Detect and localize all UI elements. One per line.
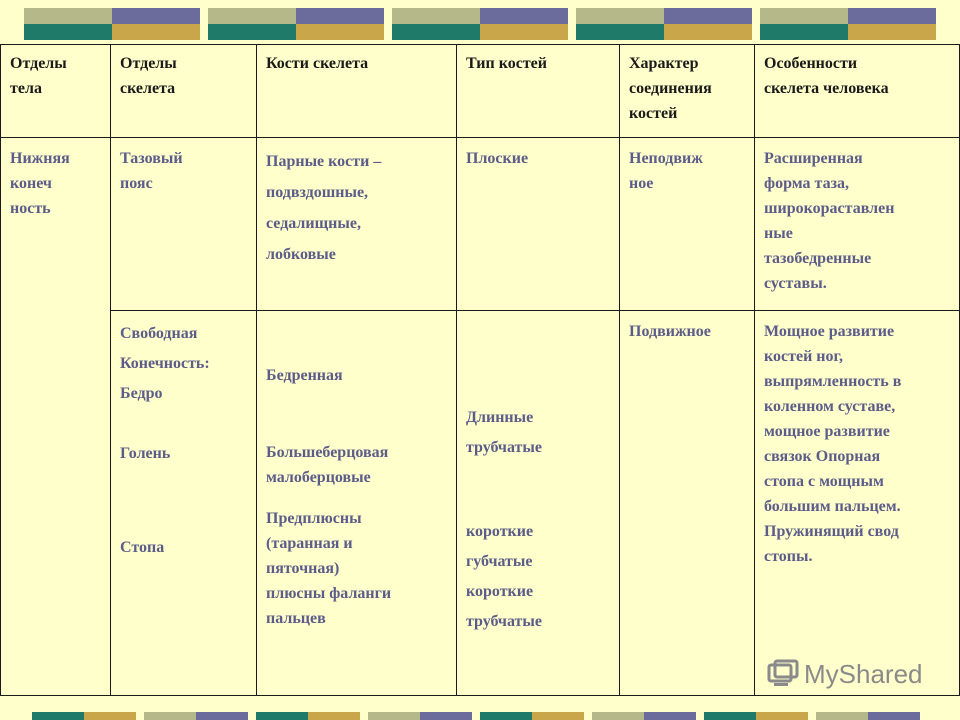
header-joint-type: Характер соединения костей xyxy=(620,45,755,138)
cell-pelvic-bone-type: Плоские xyxy=(457,138,620,311)
table-header-row xyxy=(1,45,960,138)
decor-block xyxy=(816,712,920,720)
decor-block xyxy=(480,712,584,720)
decor-block xyxy=(704,712,808,720)
cell-free-limb-bone-type xyxy=(457,311,620,696)
cell-pelvic-features: Расширенная форма таза, широкораставлен ные тазобедренные суставы. xyxy=(755,138,960,311)
myshared-watermark xyxy=(766,656,923,692)
cell-body-part: Нижняя конеч ность xyxy=(1,138,111,696)
thigh-label: Бедро xyxy=(120,385,163,402)
cell-free-limb-features: Мощное развитие костей ног, выпрямленность в коленном суставе, мощное развитие связок Опорная стопа с мощным большим пальцем. Пружинящий свод стопы. xyxy=(755,311,960,696)
skeleton-table xyxy=(0,44,960,696)
cell-pelvic-joint: Неподвиж ное xyxy=(620,138,755,311)
decor-block xyxy=(368,712,472,720)
decor-block xyxy=(208,8,384,40)
header-bone-type: Тип костей xyxy=(457,45,620,138)
decor-block xyxy=(760,8,936,40)
cell-free-limb-joint: Подвижное xyxy=(620,311,755,696)
decor-block xyxy=(256,712,360,720)
cell-free-limb-bones xyxy=(257,311,457,696)
foot-bones-label: Предплюсны (таранная и пяточная) плюсны фаланги пальцев xyxy=(266,510,392,627)
decorative-bottom-strip xyxy=(0,706,960,720)
decor-block xyxy=(32,712,136,720)
header-features: Особенности скелета человека xyxy=(755,45,960,138)
decorative-top-strip xyxy=(0,0,960,44)
decor-block xyxy=(592,712,696,720)
header-skeleton-parts: Отделы скелета xyxy=(111,45,257,138)
short-bones-label: короткие губчатые короткие трубчатые xyxy=(466,523,542,630)
table-row xyxy=(1,311,960,696)
cell-pelvic-bones: Парные кости – подвздошные, седалищные, лобковые xyxy=(257,138,457,311)
free-limb-label: Конечность: xyxy=(120,355,210,372)
header-body-parts: Отделы тела xyxy=(1,45,111,138)
decor-block xyxy=(144,712,248,720)
femur-label: Бедренная xyxy=(266,367,343,384)
decor-block xyxy=(576,8,752,40)
table-row xyxy=(1,138,960,311)
shin-label: Голень xyxy=(120,445,171,462)
header-bones: Кости скелета xyxy=(257,45,457,138)
long-tubular-label: Длинные трубчатые xyxy=(466,409,542,456)
decor-block xyxy=(24,8,200,40)
cell-pelvic-girdle: Тазовый пояс xyxy=(111,138,257,311)
foot-label: Стопа xyxy=(120,539,165,556)
mysharedlogo-icon xyxy=(766,659,800,689)
watermark-text: MyShared xyxy=(804,658,923,689)
decor-block xyxy=(392,8,568,40)
shin-bones-label: Большеберцовая малоберцовые xyxy=(266,444,389,486)
free-limb-label: Свободная xyxy=(120,325,198,342)
cell-free-limb xyxy=(111,311,257,696)
